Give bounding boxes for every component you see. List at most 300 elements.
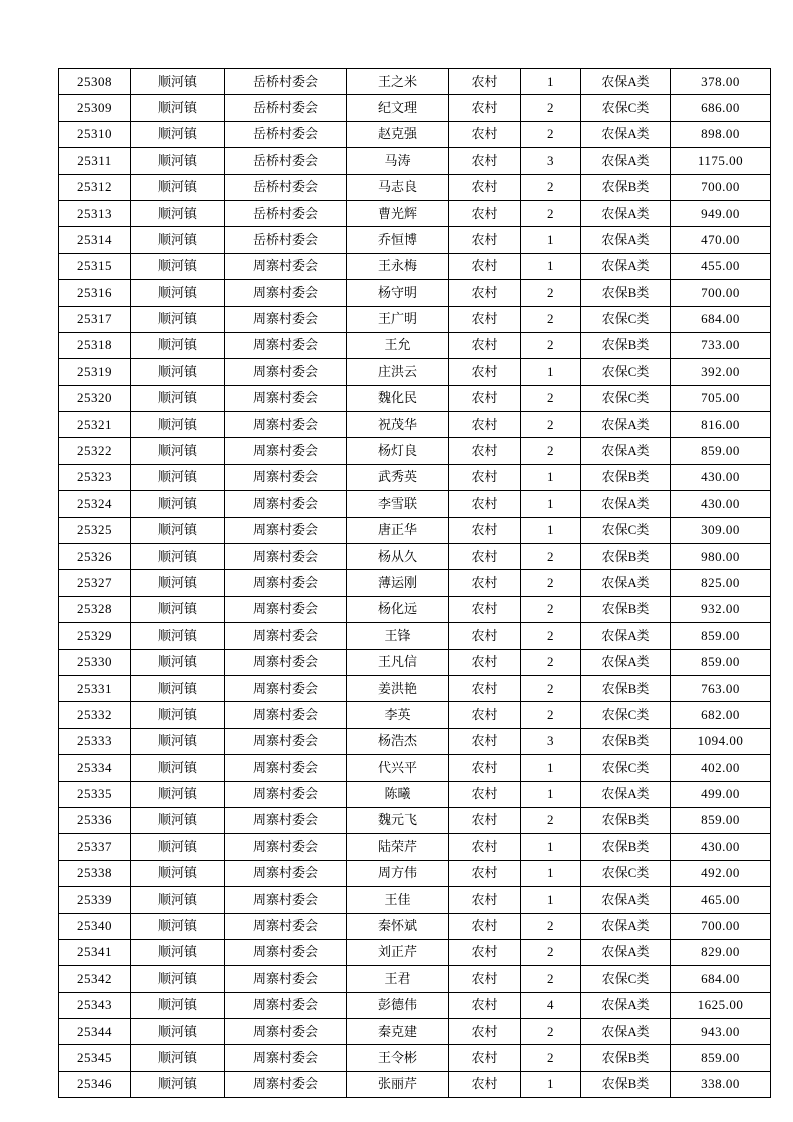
cell-town: 顺河镇 [131,623,225,649]
cell-category: 农村 [449,649,521,675]
cell-village: 周寨村委会 [225,860,347,886]
cell-id: 25339 [59,887,131,913]
cell-count: 2 [521,544,581,570]
cell-count: 2 [521,702,581,728]
cell-village: 周寨村委会 [225,570,347,596]
cell-name: 曹光辉 [347,200,449,226]
table-row [59,332,771,358]
table-row [59,385,771,411]
cell-name: 刘正芹 [347,939,449,965]
cell-name: 陈曦 [347,781,449,807]
cell-id: 25313 [59,200,131,226]
cell-category: 农村 [449,174,521,200]
cell-insurance-type: 农保B类 [581,544,671,570]
cell-category: 农村 [449,227,521,253]
cell-town: 顺河镇 [131,728,225,754]
cell-town: 顺河镇 [131,306,225,332]
cell-amount: 763.00 [671,675,771,701]
cell-name: 姜洪艳 [347,675,449,701]
cell-town: 顺河镇 [131,675,225,701]
cell-town: 顺河镇 [131,253,225,279]
table-row [59,649,771,675]
cell-id: 25328 [59,596,131,622]
cell-name: 王令彬 [347,1045,449,1071]
cell-insurance-type: 农保A类 [581,200,671,226]
cell-town: 顺河镇 [131,596,225,622]
cell-category: 农村 [449,412,521,438]
cell-insurance-type: 农保A类 [581,438,671,464]
cell-category: 农村 [449,834,521,860]
cell-insurance-type: 农保A类 [581,939,671,965]
table-row [59,464,771,490]
cell-amount: 430.00 [671,464,771,490]
cell-insurance-type: 农保B类 [581,728,671,754]
cell-insurance-type: 农保A类 [581,887,671,913]
cell-insurance-type: 农保C类 [581,517,671,543]
cell-town: 顺河镇 [131,95,225,121]
cell-amount: 430.00 [671,491,771,517]
cell-count: 1 [521,887,581,913]
cell-id: 25344 [59,1019,131,1045]
cell-category: 农村 [449,253,521,279]
cell-count: 2 [521,174,581,200]
cell-category: 农村 [449,1045,521,1071]
cell-name: 武秀英 [347,464,449,490]
table-row [59,412,771,438]
cell-insurance-type: 农保A类 [581,148,671,174]
cell-name: 祝茂华 [347,412,449,438]
cell-category: 农村 [449,148,521,174]
cell-amount: 949.00 [671,200,771,226]
cell-town: 顺河镇 [131,148,225,174]
table-row [59,544,771,570]
cell-count: 2 [521,121,581,147]
cell-town: 顺河镇 [131,412,225,438]
cell-category: 农村 [449,570,521,596]
cell-amount: 859.00 [671,623,771,649]
cell-name: 秦怀斌 [347,913,449,939]
cell-town: 顺河镇 [131,887,225,913]
cell-town: 顺河镇 [131,781,225,807]
cell-amount: 859.00 [671,649,771,675]
cell-village: 周寨村委会 [225,359,347,385]
cell-amount: 859.00 [671,438,771,464]
cell-amount: 392.00 [671,359,771,385]
table-row [59,491,771,517]
cell-village: 周寨村委会 [225,913,347,939]
cell-count: 1 [521,1071,581,1097]
cell-id: 25330 [59,649,131,675]
table-row [59,227,771,253]
cell-town: 顺河镇 [131,438,225,464]
cell-id: 25334 [59,755,131,781]
cell-amount: 470.00 [671,227,771,253]
cell-village: 周寨村委会 [225,1045,347,1071]
cell-category: 农村 [449,464,521,490]
cell-count: 2 [521,966,581,992]
cell-amount: 378.00 [671,69,771,95]
cell-town: 顺河镇 [131,200,225,226]
cell-village: 周寨村委会 [225,1019,347,1045]
cell-insurance-type: 农保A类 [581,649,671,675]
cell-village: 周寨村委会 [225,1071,347,1097]
cell-count: 2 [521,596,581,622]
cell-insurance-type: 农保A类 [581,913,671,939]
cell-amount: 465.00 [671,887,771,913]
cell-insurance-type: 农保B类 [581,807,671,833]
cell-amount: 1094.00 [671,728,771,754]
cell-village: 周寨村委会 [225,306,347,332]
cell-amount: 859.00 [671,807,771,833]
cell-insurance-type: 农保A类 [581,570,671,596]
cell-insurance-type: 农保A类 [581,121,671,147]
cell-name: 张丽芹 [347,1071,449,1097]
cell-id: 25327 [59,570,131,596]
cell-category: 农村 [449,332,521,358]
cell-insurance-type: 农保A类 [581,781,671,807]
cell-id: 25329 [59,623,131,649]
cell-category: 农村 [449,359,521,385]
cell-insurance-type: 农保B类 [581,1071,671,1097]
cell-count: 1 [521,464,581,490]
table-row [59,1019,771,1045]
cell-count: 2 [521,1045,581,1071]
cell-count: 1 [521,69,581,95]
cell-town: 顺河镇 [131,860,225,886]
cell-town: 顺河镇 [131,280,225,306]
cell-town: 顺河镇 [131,464,225,490]
cell-count: 1 [521,227,581,253]
cell-category: 农村 [449,623,521,649]
cell-category: 农村 [449,939,521,965]
cell-name: 薄运刚 [347,570,449,596]
cell-count: 2 [521,438,581,464]
cell-category: 农村 [449,280,521,306]
cell-village: 周寨村委会 [225,464,347,490]
cell-amount: 338.00 [671,1071,771,1097]
cell-amount: 829.00 [671,939,771,965]
cell-village: 周寨村委会 [225,332,347,358]
cell-amount: 309.00 [671,517,771,543]
table-row [59,306,771,332]
cell-category: 农村 [449,1019,521,1045]
cell-amount: 1175.00 [671,148,771,174]
cell-insurance-type: 农保B类 [581,464,671,490]
cell-insurance-type: 农保C类 [581,359,671,385]
cell-name: 王凡信 [347,649,449,675]
cell-id: 25338 [59,860,131,886]
cell-amount: 700.00 [671,174,771,200]
cell-village: 周寨村委会 [225,517,347,543]
cell-village: 周寨村委会 [225,675,347,701]
cell-amount: 943.00 [671,1019,771,1045]
cell-insurance-type: 农保C类 [581,385,671,411]
cell-category: 农村 [449,966,521,992]
cell-id: 25326 [59,544,131,570]
cell-village: 周寨村委会 [225,623,347,649]
cell-count: 2 [521,570,581,596]
cell-count: 2 [521,913,581,939]
cell-name: 唐正华 [347,517,449,543]
table-row [59,702,771,728]
table-row [59,834,771,860]
cell-name: 魏元飞 [347,807,449,833]
cell-town: 顺河镇 [131,913,225,939]
cell-amount: 430.00 [671,834,771,860]
cell-name: 李雪联 [347,491,449,517]
cell-amount: 980.00 [671,544,771,570]
cell-name: 马志良 [347,174,449,200]
cell-id: 25336 [59,807,131,833]
cell-name: 彭德伟 [347,992,449,1018]
cell-category: 农村 [449,491,521,517]
cell-count: 2 [521,1019,581,1045]
cell-category: 农村 [449,702,521,728]
cell-amount: 684.00 [671,306,771,332]
cell-insurance-type: 农保B类 [581,280,671,306]
cell-name: 杨从久 [347,544,449,570]
cell-category: 农村 [449,517,521,543]
cell-amount: 733.00 [671,332,771,358]
cell-village: 周寨村委会 [225,649,347,675]
cell-village: 周寨村委会 [225,966,347,992]
table-row [59,148,771,174]
cell-town: 顺河镇 [131,332,225,358]
cell-count: 1 [521,755,581,781]
cell-amount: 700.00 [671,280,771,306]
cell-category: 农村 [449,95,521,121]
cell-id: 25322 [59,438,131,464]
cell-category: 农村 [449,596,521,622]
cell-village: 岳桥村委会 [225,121,347,147]
table-row [59,887,771,913]
cell-id: 25341 [59,939,131,965]
cell-town: 顺河镇 [131,834,225,860]
cell-amount: 492.00 [671,860,771,886]
cell-name: 马涛 [347,148,449,174]
cell-category: 农村 [449,306,521,332]
table-row [59,280,771,306]
cell-town: 顺河镇 [131,939,225,965]
cell-id: 25325 [59,517,131,543]
cell-id: 25309 [59,95,131,121]
cell-insurance-type: 农保C类 [581,860,671,886]
cell-count: 2 [521,95,581,121]
cell-name: 王广明 [347,306,449,332]
table-row [59,438,771,464]
cell-category: 农村 [449,887,521,913]
cell-village: 周寨村委会 [225,992,347,1018]
table-row [59,95,771,121]
cell-category: 农村 [449,807,521,833]
cell-name: 乔恒博 [347,227,449,253]
cell-town: 顺河镇 [131,1071,225,1097]
cell-category: 农村 [449,781,521,807]
cell-insurance-type: 农保B类 [581,332,671,358]
cell-count: 1 [521,517,581,543]
cell-count: 4 [521,992,581,1018]
cell-town: 顺河镇 [131,517,225,543]
cell-town: 顺河镇 [131,992,225,1018]
cell-count: 2 [521,280,581,306]
cell-insurance-type: 农保A类 [581,227,671,253]
cell-village: 周寨村委会 [225,544,347,570]
cell-village: 岳桥村委会 [225,95,347,121]
cell-id: 25321 [59,412,131,438]
table-row [59,570,771,596]
cell-name: 陆荣芹 [347,834,449,860]
cell-town: 顺河镇 [131,702,225,728]
table-row [59,675,771,701]
cell-id: 25343 [59,992,131,1018]
cell-town: 顺河镇 [131,966,225,992]
cell-town: 顺河镇 [131,570,225,596]
cell-village: 周寨村委会 [225,781,347,807]
cell-insurance-type: 农保B类 [581,1045,671,1071]
cell-town: 顺河镇 [131,755,225,781]
cell-name: 周方伟 [347,860,449,886]
cell-name: 代兴平 [347,755,449,781]
cell-name: 杨守明 [347,280,449,306]
table-row [59,69,771,95]
cell-village: 周寨村委会 [225,728,347,754]
cell-insurance-type: 农保B类 [581,675,671,701]
cell-count: 2 [521,332,581,358]
cell-town: 顺河镇 [131,1045,225,1071]
cell-village: 周寨村委会 [225,939,347,965]
cell-name: 王君 [347,966,449,992]
cell-insurance-type: 农保A类 [581,412,671,438]
cell-count: 1 [521,834,581,860]
table-row [59,992,771,1018]
cell-name: 纪文理 [347,95,449,121]
cell-amount: 402.00 [671,755,771,781]
table-row [59,174,771,200]
cell-name: 王允 [347,332,449,358]
table-row [59,966,771,992]
table-row [59,359,771,385]
cell-id: 25308 [59,69,131,95]
cell-count: 1 [521,359,581,385]
cell-village: 周寨村委会 [225,596,347,622]
cell-category: 农村 [449,200,521,226]
cell-town: 顺河镇 [131,227,225,253]
table-row [59,755,771,781]
cell-id: 25332 [59,702,131,728]
cell-category: 农村 [449,728,521,754]
cell-id: 25335 [59,781,131,807]
cell-count: 2 [521,200,581,226]
cell-count: 1 [521,253,581,279]
cell-insurance-type: 农保A类 [581,253,671,279]
table-row [59,596,771,622]
cell-village: 周寨村委会 [225,412,347,438]
cell-id: 25319 [59,359,131,385]
cell-amount: 932.00 [671,596,771,622]
cell-town: 顺河镇 [131,69,225,95]
cell-amount: 455.00 [671,253,771,279]
table-body [59,69,771,1098]
cell-town: 顺河镇 [131,121,225,147]
cell-count: 2 [521,306,581,332]
cell-village: 周寨村委会 [225,385,347,411]
table-row [59,1045,771,1071]
cell-amount: 705.00 [671,385,771,411]
cell-id: 25314 [59,227,131,253]
cell-town: 顺河镇 [131,807,225,833]
cell-village: 周寨村委会 [225,807,347,833]
table-row [59,807,771,833]
cell-village: 岳桥村委会 [225,148,347,174]
cell-name: 王锋 [347,623,449,649]
cell-amount: 686.00 [671,95,771,121]
table-row [59,939,771,965]
cell-insurance-type: 农保C类 [581,306,671,332]
cell-insurance-type: 农保C类 [581,95,671,121]
cell-village: 岳桥村委会 [225,174,347,200]
cell-id: 25342 [59,966,131,992]
cell-town: 顺河镇 [131,649,225,675]
cell-id: 25310 [59,121,131,147]
cell-id: 25333 [59,728,131,754]
table-row [59,623,771,649]
cell-category: 农村 [449,544,521,570]
cell-town: 顺河镇 [131,544,225,570]
cell-town: 顺河镇 [131,359,225,385]
cell-town: 顺河镇 [131,491,225,517]
cell-amount: 825.00 [671,570,771,596]
cell-village: 周寨村委会 [225,280,347,306]
cell-count: 1 [521,491,581,517]
cell-count: 2 [521,385,581,411]
table-row [59,913,771,939]
cell-village: 岳桥村委会 [225,227,347,253]
table-row [59,781,771,807]
cell-category: 农村 [449,69,521,95]
cell-town: 顺河镇 [131,174,225,200]
cell-id: 25311 [59,148,131,174]
cell-insurance-type: 农保B类 [581,596,671,622]
cell-name: 王永梅 [347,253,449,279]
cell-name: 杨灯良 [347,438,449,464]
cell-category: 农村 [449,913,521,939]
cell-id: 25320 [59,385,131,411]
cell-category: 农村 [449,675,521,701]
cell-id: 25312 [59,174,131,200]
subsidy-recipients-table [58,68,771,1098]
cell-amount: 682.00 [671,702,771,728]
table-row [59,200,771,226]
table-row [59,253,771,279]
cell-category: 农村 [449,1071,521,1097]
table-row [59,121,771,147]
cell-amount: 499.00 [671,781,771,807]
cell-id: 25345 [59,1045,131,1071]
cell-count: 2 [521,412,581,438]
cell-category: 农村 [449,860,521,886]
cell-category: 农村 [449,121,521,147]
table-row [59,1071,771,1097]
cell-category: 农村 [449,755,521,781]
cell-town: 顺河镇 [131,1019,225,1045]
cell-insurance-type: 农保C类 [581,702,671,728]
cell-village: 周寨村委会 [225,702,347,728]
cell-village: 岳桥村委会 [225,69,347,95]
cell-amount: 859.00 [671,1045,771,1071]
cell-insurance-type: 农保B类 [581,174,671,200]
cell-count: 1 [521,860,581,886]
cell-count: 2 [521,623,581,649]
